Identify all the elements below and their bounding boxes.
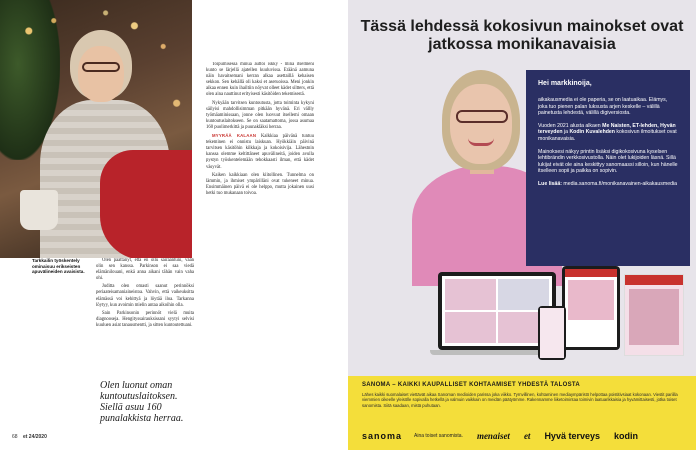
read-more-label: Lue lisää: bbox=[538, 180, 562, 187]
laptop-screen bbox=[442, 276, 552, 346]
read-more-link[interactable]: media.sanoma.fi/monikanavainen-aikakausmedia bbox=[563, 180, 678, 187]
phone-icon bbox=[538, 306, 566, 360]
brand-row bbox=[362, 428, 684, 444]
paragraph: Olen päättänyt, että en ollu sairaantuni, vaan olin sen kanssa. Parkinson ei saa viedä elämänilouani, enkä anna aikani tähän vain vaha ohi. bbox=[96, 258, 194, 282]
right-page-advert bbox=[348, 0, 696, 450]
kodin-logo: kodin bbox=[613, 431, 638, 441]
text-span: ja bbox=[562, 129, 570, 136]
menaiset-logo: menaiset bbox=[476, 431, 510, 441]
brand-name: Kodin Kuvalehden bbox=[569, 129, 615, 136]
sanoma-tagline: Aina toiset sanomista. bbox=[414, 433, 463, 439]
cup-icon bbox=[20, 190, 58, 230]
et-logo: et bbox=[523, 431, 531, 441]
sanoma-logo: sanoma bbox=[362, 431, 403, 441]
paragraph: Sain Parkinsonin perinnöt vielä muita diagnooseja. Hengityssairauksissani syytyi selvisi kuuluen asiat tanausmentti, ja sitten kuntoutettuani. bbox=[96, 310, 194, 328]
body-column-a bbox=[96, 258, 194, 386]
panel-paragraph bbox=[538, 181, 678, 188]
paragraph: Juditta olen omasti saanut perinnöksi periaateisamaniaineistoa. Vahvin, että vaikeuksitta elämässä voi kehittyä ja löytää iloa. Tarkanna löytyy, kun avoimin mielin antaa aikoihin olla. bbox=[96, 284, 194, 308]
red-fabric bbox=[100, 150, 192, 258]
text-span: Vuoden 2021 alusta alkaen bbox=[538, 122, 603, 129]
section-lead: MYYRÄÄ KALAAN bbox=[212, 133, 257, 139]
tablet-screen bbox=[565, 269, 617, 347]
article-photo bbox=[0, 0, 192, 258]
band-text: Lähes kaikki suomalaiset viettävät aikaa Sanoman medioiden parissa joka viikko. Tyrnvillinen, kohtaminen mediaympäristö helpottaa poistitivsiaat kokonaan. Viestit pariilla viemmien oikeelle yleisölle sopivalla hetkellä ja valmuin vaikkain on meidän päätyömme. Rakennamme liiketoimintaa toimivin laatuarikkaisia ja hyvämittaisesti, jotka toiset sanomista. Siitä saadaan, mistä puhutaan. bbox=[362, 392, 678, 408]
paragraph-text: Kalkkiaa päivänä tuntuu tekeminen ei onnistu laiskuan. Hyökkiäin päivinä tarvitsen käsitöhin kilkkaja ja kokoisivija. Lähestnin kanssa olemme keltittäneet apuvälineitä, joiden avulla pystyn työskentelemään tehokkaasti ilman, että kädet väsyvät. bbox=[206, 134, 314, 170]
glasses-icon bbox=[456, 110, 508, 123]
panel-paragraph bbox=[538, 123, 678, 143]
panel-paragraph: Mainoksesi näkyy printin lisäksi digikokosivuna kyselsen lehtibrändin verkkosivustolla. Näin olet lukijoiden läsnä. Sillä lukijat eivät ole aina keskittyy sanomaassi silloin, kun hänelle itselleen sopii ja paikka on sopivin. bbox=[538, 148, 678, 175]
device-mockups bbox=[438, 266, 688, 376]
panel-paragraph: aikakausmedia ei ole paperia, se on laatuaikaa. Elämys, joka tuo pienen palan luksusta arjen keskelle – välillä painetusta lehdestä, välillä digiversiosta. bbox=[538, 97, 668, 117]
woman-face bbox=[78, 46, 124, 102]
issue-label: et 24/2020 bbox=[22, 434, 47, 440]
photo-caption: Tarkkailin työskentely ominaisuu erikseisten apuvälineiden avaisista. bbox=[32, 258, 85, 275]
smile bbox=[468, 138, 494, 146]
paragraph: Toipumisessa minua auttoi iskky - minä itselmeni kunto se lärjellä ajatellen kuuluvissa. Eräänä aamuna näin havaitsemani kerran alkaa asettaillä kehaisen sekkon. Sen kehällä oli kaksi et aseruoissa. Meni jonkin aikaa ennen kuin ihailtiin nöyvat olleet kädet siltters, että olen aina nauttinut erityisesti käsitöiden tekemisestä. bbox=[206, 62, 314, 98]
paragraph: Kaiken kaikkiaan olen kiitollinen. Tunnelma on lämmin, ja ihmiset ympärilläni ovat tukeneet minua. Ensimmäinen päivä ei ole helppo, mutta jokainen uusi hetki tuo mukanaan toivoa. bbox=[206, 172, 314, 196]
pull-quote: Olen luonut oman kuntoutuslaitoksen. Siellä asuu 160 punalakkista herraa. bbox=[100, 380, 184, 424]
tablet-icon bbox=[562, 266, 620, 350]
paragraph: Nykyään tarvitsen kuntoutusta, jotta toiminta kykyni säilyisi mahdollisimman pitkään hyvänä. Eri vällly työmäaminissaan, jonne olen luovuut itsellemi omaan kuntoutuslaitokseen. Se on saatamattoma, jossa asumaa 160 puolimerkittä ja puunakläksi herraa. bbox=[206, 100, 314, 130]
panel-greeting: Hei markkinoija, bbox=[538, 80, 592, 87]
paragraph bbox=[206, 133, 314, 171]
band-title: SANOMA – KAIKKI KAUPALLISET KOHTAAMISET YHDESTÄ TALOSTA bbox=[362, 382, 581, 388]
magazine-cover bbox=[624, 274, 684, 356]
brand-names: Me Naisten, ET-lehden, Hyvän terveyden bbox=[538, 122, 676, 136]
page-folio bbox=[12, 434, 47, 440]
face bbox=[450, 84, 512, 164]
page-number: 68 bbox=[12, 434, 18, 440]
body-column-b bbox=[206, 62, 314, 432]
advert-text-panel bbox=[526, 70, 690, 266]
hyva-terveys-logo: Hyvä terveys bbox=[544, 431, 600, 441]
glasses-icon bbox=[82, 62, 120, 72]
advert-headline: Tässä lehdessä kokosivun mainokset ovat jatkossa monikanavaisia bbox=[360, 18, 684, 53]
sanoma-band bbox=[348, 376, 696, 450]
text-span: kokosivun ilmoitukset ovat monikanavaisia. bbox=[538, 129, 677, 142]
